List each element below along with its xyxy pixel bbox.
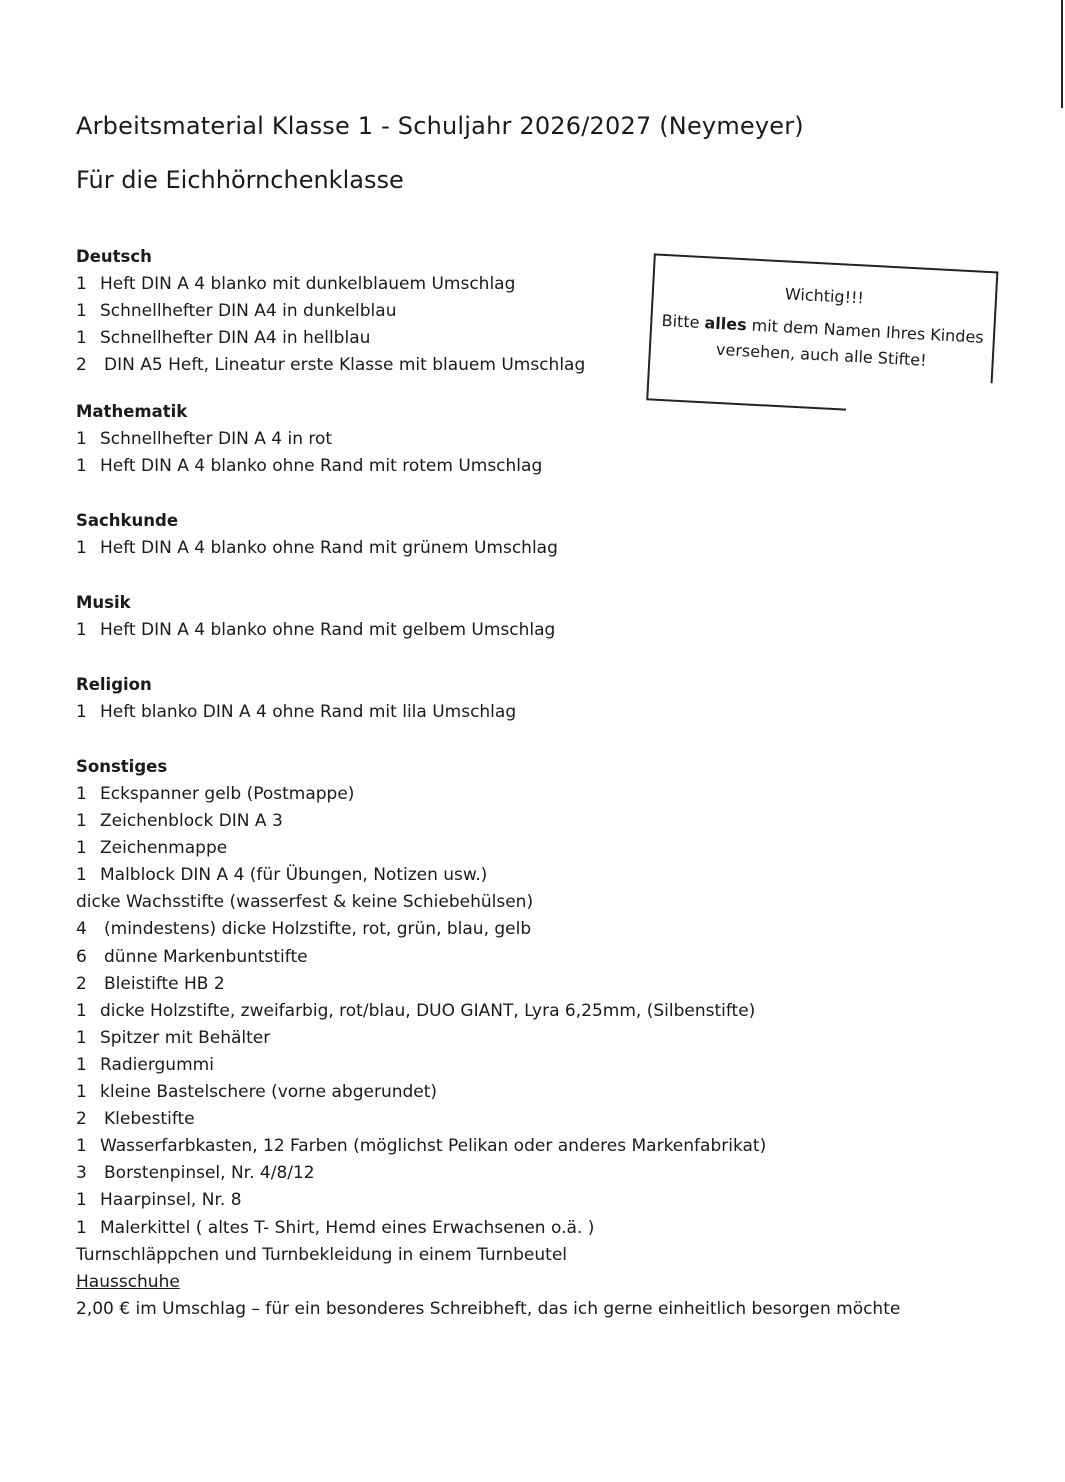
item-text: Schnellhefter DIN A4 in hellblau xyxy=(100,328,371,349)
list-item xyxy=(76,699,896,726)
item-text: Turnschläppchen und Turnbekleidung in einem Turnbeutel xyxy=(76,1244,568,1265)
list-item xyxy=(76,971,896,998)
page-title: Arbeitsmaterial Klasse 1 - Schuljahr 2026/2027 (Neymeyer) xyxy=(76,112,804,140)
item-text: Radiergummi xyxy=(100,1054,214,1075)
item-quantity: 1 xyxy=(76,811,87,832)
item-quantity: 1 xyxy=(76,1082,87,1103)
item-text: kleine Bastelschere (vorne abgerundet) xyxy=(100,1082,438,1103)
item-text: Schnellhefter DIN A4 in dunkelblau xyxy=(100,301,397,322)
list-item xyxy=(76,298,896,325)
list-item xyxy=(76,835,896,862)
item-text: Wasserfarbkasten, 12 Farben (möglichst Pelikan oder anderes Markenfabrikat) xyxy=(100,1136,767,1157)
section-musik xyxy=(76,591,896,644)
item-text: Haarpinsel, Nr. 8 xyxy=(100,1190,242,1211)
list-item xyxy=(76,1160,896,1187)
item-text: Klebestifte xyxy=(104,1109,195,1130)
section-heading: Religion xyxy=(76,675,152,694)
item-text: (mindestens) dicke Holzstifte, rot, grün, blau, gelb xyxy=(104,919,532,940)
section-mathematik xyxy=(76,400,896,480)
item-quantity: 1 xyxy=(76,538,87,558)
list-item xyxy=(76,998,896,1025)
list-item xyxy=(76,1052,896,1079)
item-quantity: 1 xyxy=(76,301,87,322)
item-text: dünne Markenbuntstifte xyxy=(104,946,308,967)
item-quantity: 1 xyxy=(76,1027,87,1048)
item-text: Malerkittel ( altes T- Shirt, Hemd eines Erwachsenen o.ä. ) xyxy=(100,1217,595,1238)
item-text: dicke Holzstifte, zweifarbig, rot/blau, DUO GIANT, Lyra 6,25mm, (Silbenstifte) xyxy=(100,1000,756,1021)
list-item xyxy=(76,1079,896,1106)
item-text: Heft DIN A 4 blanko ohne Rand mit grünem Umschlag xyxy=(100,538,558,558)
item-quantity: 3 xyxy=(76,1163,87,1184)
section-deutsch xyxy=(76,245,896,379)
item-quantity: 2 xyxy=(76,1109,87,1130)
section-heading: Musik xyxy=(76,593,131,612)
list-item xyxy=(76,862,896,889)
note-heading: Wichtig!!! xyxy=(784,284,865,308)
item-text: Borstenpinsel, Nr. 4/8/12 xyxy=(104,1163,315,1184)
item-text: Eckspanner gelb (Postmappe) xyxy=(100,784,355,804)
item-quantity: 1 xyxy=(76,1054,87,1075)
page-subtitle: Für die Eichhörnchenklasse xyxy=(76,166,404,194)
section-sonstiges xyxy=(76,755,901,1323)
item-quantity: 1 xyxy=(76,702,87,722)
section-heading: Sonstiges xyxy=(76,757,168,776)
item-text: Heft DIN A 4 blanko ohne Rand mit rotem Umschlag xyxy=(100,456,543,477)
list-item xyxy=(76,426,896,453)
page-edge-line xyxy=(1061,0,1063,108)
section-heading: Deutsch xyxy=(76,247,152,266)
list-item xyxy=(76,271,896,298)
section-sachkunde xyxy=(76,509,896,562)
item-text: Heft DIN A 4 blanko mit dunkelblauem Umschlag xyxy=(100,274,516,294)
item-text: Malblock DIN A 4 (für Übungen, Notizen usw.) xyxy=(100,865,488,886)
item-quantity: 1 xyxy=(76,865,87,886)
item-quantity: 1 xyxy=(76,429,87,449)
item-quantity: 1 xyxy=(76,1190,87,1211)
list-item xyxy=(76,889,896,916)
item-quantity: 1 xyxy=(76,1136,87,1157)
note-text-after: mit dem Namen Ihres Kindes versehen, auch alle Stifte! xyxy=(715,315,985,370)
item-quantity: 1 xyxy=(76,1000,87,1021)
list-item xyxy=(76,1187,896,1214)
list-item xyxy=(76,781,896,808)
list-item xyxy=(76,325,896,352)
list-item xyxy=(76,1025,896,1052)
item-quantity: 1 xyxy=(76,838,87,859)
item-quantity: 1 xyxy=(76,784,87,804)
item-quantity: 2 xyxy=(76,973,87,994)
item-quantity: 1 xyxy=(76,274,87,294)
section-heading: Mathematik xyxy=(76,402,188,421)
list-item xyxy=(76,352,896,379)
list-item xyxy=(76,1133,896,1160)
item-text: Schnellhefter DIN A 4 in rot xyxy=(100,429,333,449)
item-text: Bleistifte HB 2 xyxy=(104,973,225,994)
item-quantity: 4 xyxy=(76,919,87,940)
item-quantity: 1 xyxy=(76,456,87,477)
item-text: Spitzer mit Behälter xyxy=(100,1027,271,1048)
item-quantity: 1 xyxy=(76,620,87,640)
list-item xyxy=(76,535,896,562)
item-quantity: 2 xyxy=(76,355,87,376)
section-religion xyxy=(76,673,896,726)
item-text: Heft DIN A 4 blanko ohne Rand mit gelbem Umschlag xyxy=(100,620,556,640)
item-text: dicke Wachsstifte (wasserfest & keine Schiebehülsen) xyxy=(76,892,534,913)
item-quantity: 6 xyxy=(76,946,87,967)
item-text: DIN A5 Heft, Lineatur erste Klasse mit blauem Umschlag xyxy=(104,355,586,376)
item-text: Heft blanko DIN A 4 ohne Rand mit lila Umschlag xyxy=(100,702,517,722)
item-quantity: 1 xyxy=(76,328,87,349)
list-item xyxy=(76,1215,896,1242)
list-item xyxy=(76,808,896,835)
list-item xyxy=(76,1269,896,1296)
list-item xyxy=(76,453,896,480)
item-text: Zeichenblock DIN A 3 xyxy=(100,811,283,832)
list-item xyxy=(76,916,896,943)
note-text-bold: alles xyxy=(704,313,748,335)
item-quantity: 1 xyxy=(76,1217,87,1238)
item-text: Zeichenmappe xyxy=(100,838,228,859)
list-item xyxy=(76,1106,896,1133)
list-item xyxy=(76,1296,901,1323)
note-text-before: Bitte xyxy=(661,310,706,333)
list-item xyxy=(76,617,896,644)
section-heading: Sachkunde xyxy=(76,511,179,530)
item-text: 2,00 € im Umschlag – für ein besonderes Schreibheft, das ich gerne einheitlich besorgen möchte xyxy=(76,1298,901,1319)
item-text: Hausschuhe xyxy=(76,1271,180,1292)
list-item xyxy=(76,944,896,971)
list-item xyxy=(76,1242,896,1269)
